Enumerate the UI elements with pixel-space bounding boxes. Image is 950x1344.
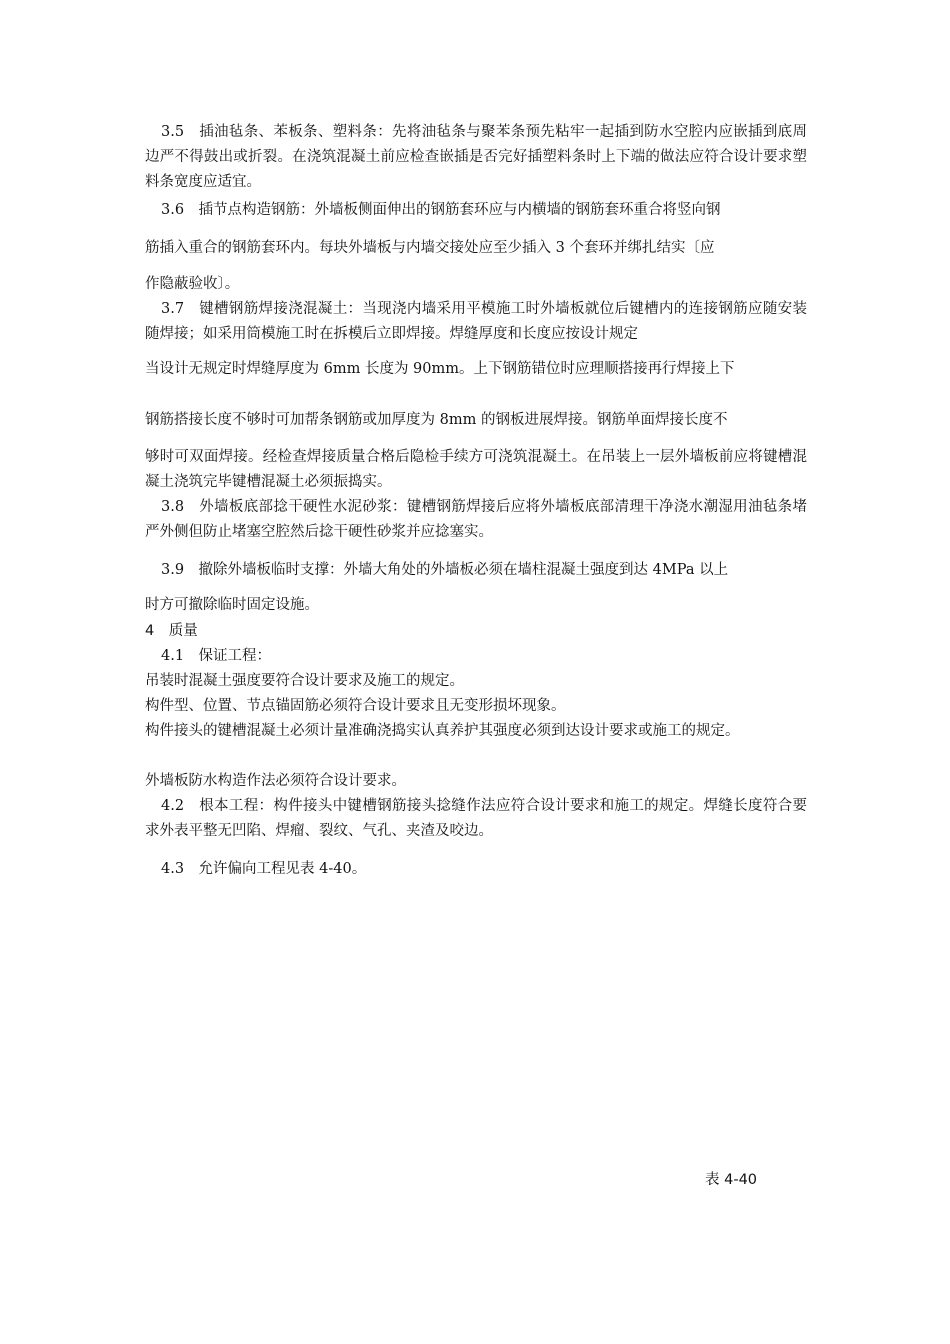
paragraph-3-7-part-2: 当设计无规定时焊缝厚度为 6mm 长度为 90mm。上下钢筋错位时应理顺搭接再行焊接上下: [145, 361, 735, 377]
paragraph-3-9-line-1: 3.9 撤除外墙板临时支撑：外墙大角处的外墙板必须在墙柱混凝土强度到达 4MPa 以上: [161, 562, 729, 578]
paragraph-4-3: 4.3 允许偏向工程见表 4-40。: [161, 861, 367, 877]
paragraph-4-1-item-1: 吊装时混凝土强度要符合设计要求及施工的规定。: [145, 673, 464, 689]
paragraph-3-8: 3.8 外墙板底部捻干硬性水泥砂浆：键槽钢筋焊接后应将外墙板底部清理干净浇水潮湿用油毡条堵严外侧但防止堵塞空腔然后捻干硬性砂浆并应捻塞实。: [145, 499, 807, 540]
paragraph-4-2: 4.2 根本工程：构件接头中键槽钢筋接头捻缝作法应符合设计要求和施工的规定。焊缝长度符合要求外表平整无凹陷、焊瘤、裂纹、气孔、夹渣及咬边。: [145, 798, 807, 839]
paragraph-3-7-part-3: 钢筋搭接长度不够时可加帮条钢筋或加厚度为 8mm 的钢板进展焊接。钢筋单面焊接长度不: [145, 412, 728, 428]
paragraph-4-1: 4.1 保证工程：: [161, 648, 272, 664]
paragraph-3-9-line-2: 时方可撤除临时固定设施。: [145, 597, 319, 613]
table-caption: 表 4-40: [705, 1172, 758, 1188]
paragraph-4-1-item-3: 构件接头的键槽混凝土必须计量准确浇捣实认真养护其强度必须到达设计要求或施工的规定。: [145, 723, 740, 739]
paragraph-3-6-line-3: 作隐蔽验收〕。: [145, 276, 240, 292]
paragraph-4-1-item-4: 外墙板防水构造作法必须符合设计要求。: [145, 773, 406, 789]
paragraph-3-5: 3.5 插油毡条、苯板条、塑料条：先将油毡条与聚苯条预先粘牢一起插到防水空腔内应嵌插到底周边严不得鼓出或折裂。在浇筑混凝土前应检查嵌插是否完好插塑料条时上下端的做法应符合设计要求塑料条宽度应适宜。: [145, 124, 807, 190]
section-heading-4: 4 质量: [145, 623, 198, 639]
paragraph-4-1-item-2: 构件型、位置、节点锚固筋必须符合设计要求且无变形损坏现象。: [145, 698, 566, 714]
paragraph-3-7-part-1: 3.7 键槽钢筋焊接浇混凝土：当现浇内墙采用平模施工时外墙板就位后键槽内的连接钢筋应随安装随焊接；如采用筒模施工时在拆模后立即焊接。焊缝厚度和长度应按设计规定: [145, 301, 807, 342]
paragraph-3-6-line-2: 筋插入重合的钢筋套环内。每块外墙板与内墙交接处应至少插入 3 个套环并绑扎结实〔应: [145, 240, 715, 256]
paragraph-3-6-line-1: 3.6 插节点构造钢筋：外墙板侧面伸出的钢筋套环应与内横墙的钢筋套环重合将竖向钢: [161, 202, 721, 218]
paragraph-3-7-part-4: 够时可双面焊接。经检查焊接质量合格后隐检手续方可浇筑混凝土。在吊装上一层外墙板前应将键槽混凝土浇筑完毕键槽混凝土必须振捣实。: [145, 449, 807, 490]
